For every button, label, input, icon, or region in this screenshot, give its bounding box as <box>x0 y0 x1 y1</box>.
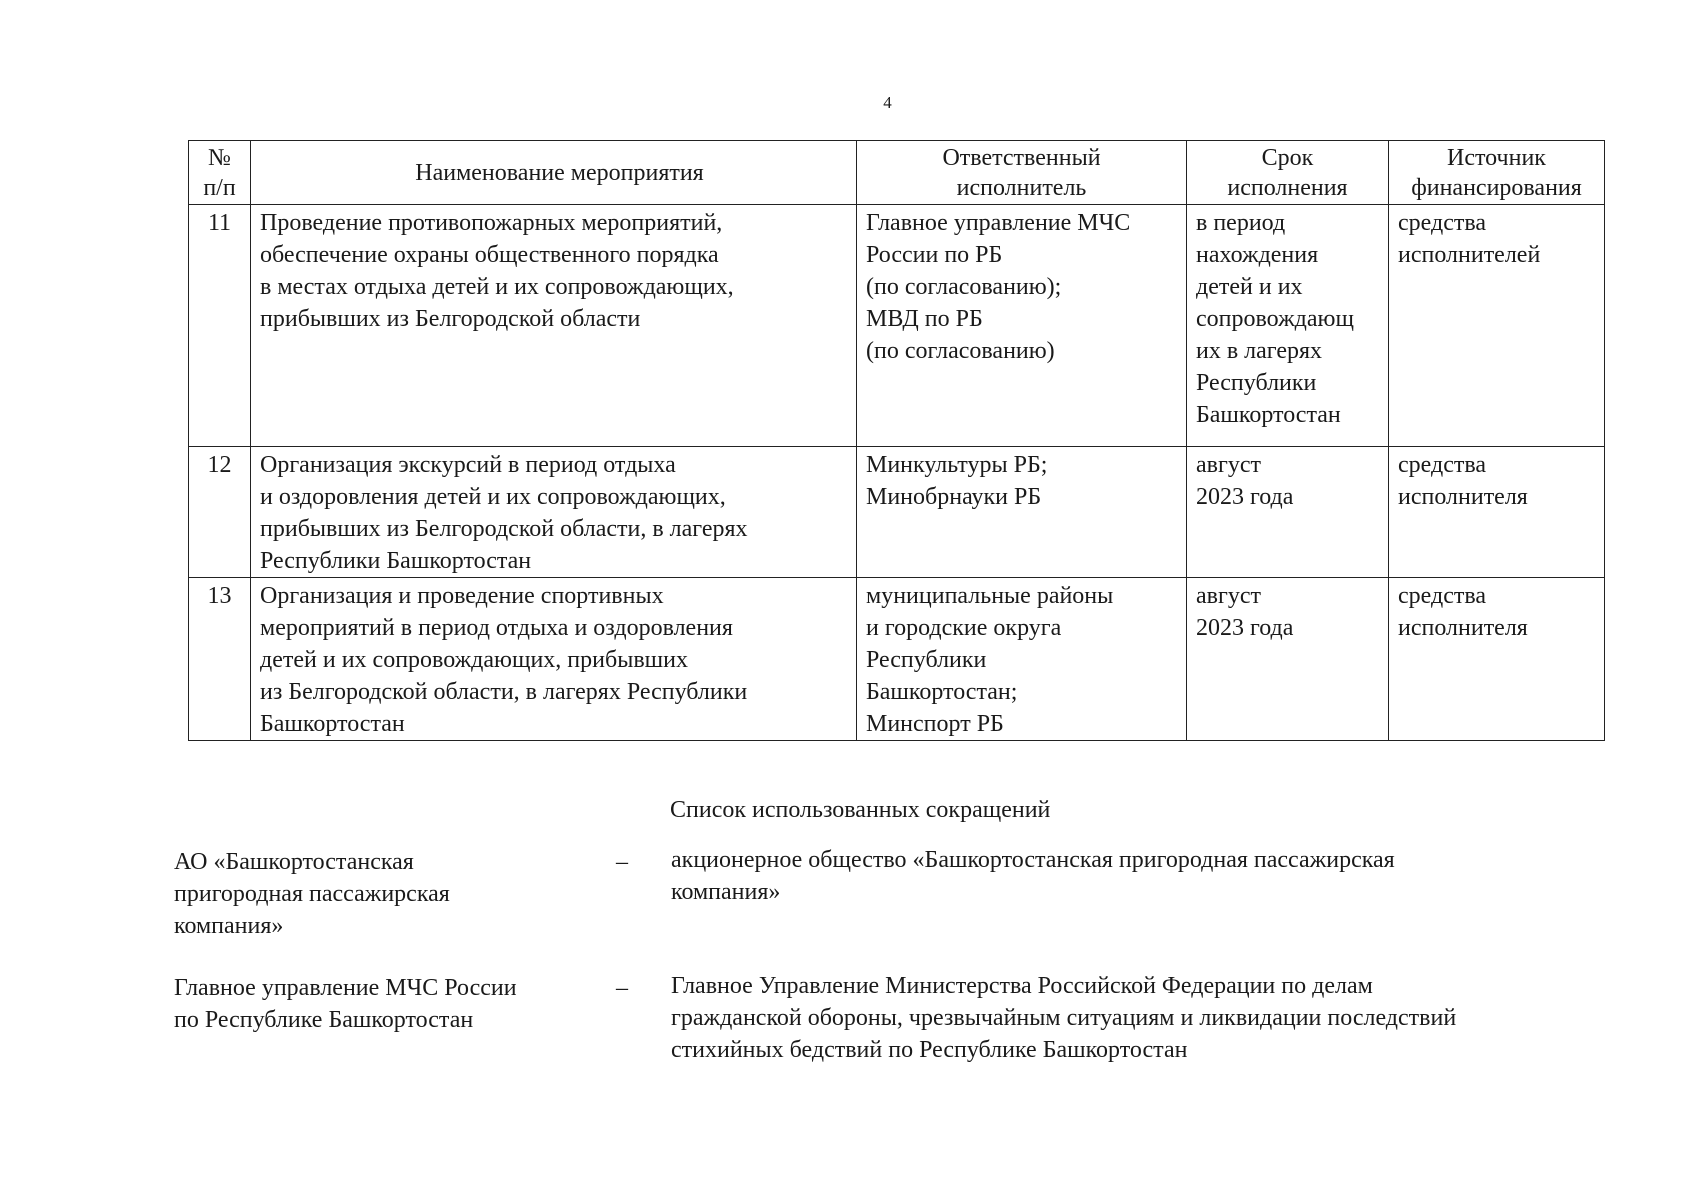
abbreviation-definition: акционерное общество «Башкортостанская пригородная пассажирская компания» <box>671 847 1395 905</box>
deadline: август 2023 года <box>1187 447 1389 578</box>
table-header-row <box>189 141 1605 205</box>
funding-source: средства исполнителей <box>1389 205 1605 447</box>
responsible-executor: Минкультуры РБ; Минобрнауки РБ <box>857 447 1187 578</box>
header-name: Наименование мероприятия <box>251 141 857 205</box>
funding-source: средства исполнителя <box>1389 578 1605 741</box>
table-row <box>189 578 1605 741</box>
table-row <box>189 447 1605 578</box>
header-responsible: Ответственный исполнитель <box>857 141 1187 205</box>
row-number: 11 <box>189 205 251 447</box>
header-deadline: Срок исполнения <box>1187 141 1389 205</box>
page-number: 4 <box>883 93 892 112</box>
header-source: Источник финансирования <box>1389 141 1605 205</box>
abbreviation-definition: Главное Управление Министерства Российской Федерации по делам гражданской обороны, чрезвычайным ситуациям и ликвидации последствий стихийных бедствий по Республике Башкортостан <box>671 973 1457 1063</box>
abbreviation-term: АО «Башкортостанская пригородная пассажирская компания» <box>174 849 450 939</box>
activity-name: Организация и проведение спортивных мероприятий в период отдыха и оздоровления детей и их сопровождающих, прибывших из Белгородской области, в лагерях Республики Башкортостан <box>251 578 857 741</box>
row-number: 12 <box>189 447 251 578</box>
abbreviation-term: Главное управление МЧС России по Республике Башкортостан <box>174 975 517 1033</box>
responsible-executor: Главное управление МЧС России по РБ (по согласованию); МВД по РБ (по согласованию) <box>857 205 1187 447</box>
deadline: август 2023 года <box>1187 578 1389 741</box>
row-number: 13 <box>189 578 251 741</box>
deadline: в период нахождения детей и их сопровождающ их в лагерях Республики Башкортостан <box>1187 205 1389 447</box>
abbreviation-dash: – <box>616 849 628 875</box>
activity-name: Проведение противопожарных мероприятий, обеспечение охраны общественного порядка в местах отдыха детей и их сопровождающих, прибывших из Белгородской области <box>251 205 857 447</box>
activities-table <box>188 140 1605 741</box>
activity-name: Организация экскурсий в период отдыха и оздоровления детей и их сопровождающих, прибывших из Белгородской области, в лагерях Республики Башкортостан <box>251 447 857 578</box>
abbreviations-title: Список использованных сокращений <box>670 797 1051 823</box>
header-num: № п/п <box>189 141 251 205</box>
abbreviation-dash: – <box>616 975 628 1001</box>
table-row <box>189 205 1605 447</box>
funding-source: средства исполнителя <box>1389 447 1605 578</box>
responsible-executor: муниципальные районы и городские округа Республики Башкортостан; Минспорт РБ <box>857 578 1187 741</box>
